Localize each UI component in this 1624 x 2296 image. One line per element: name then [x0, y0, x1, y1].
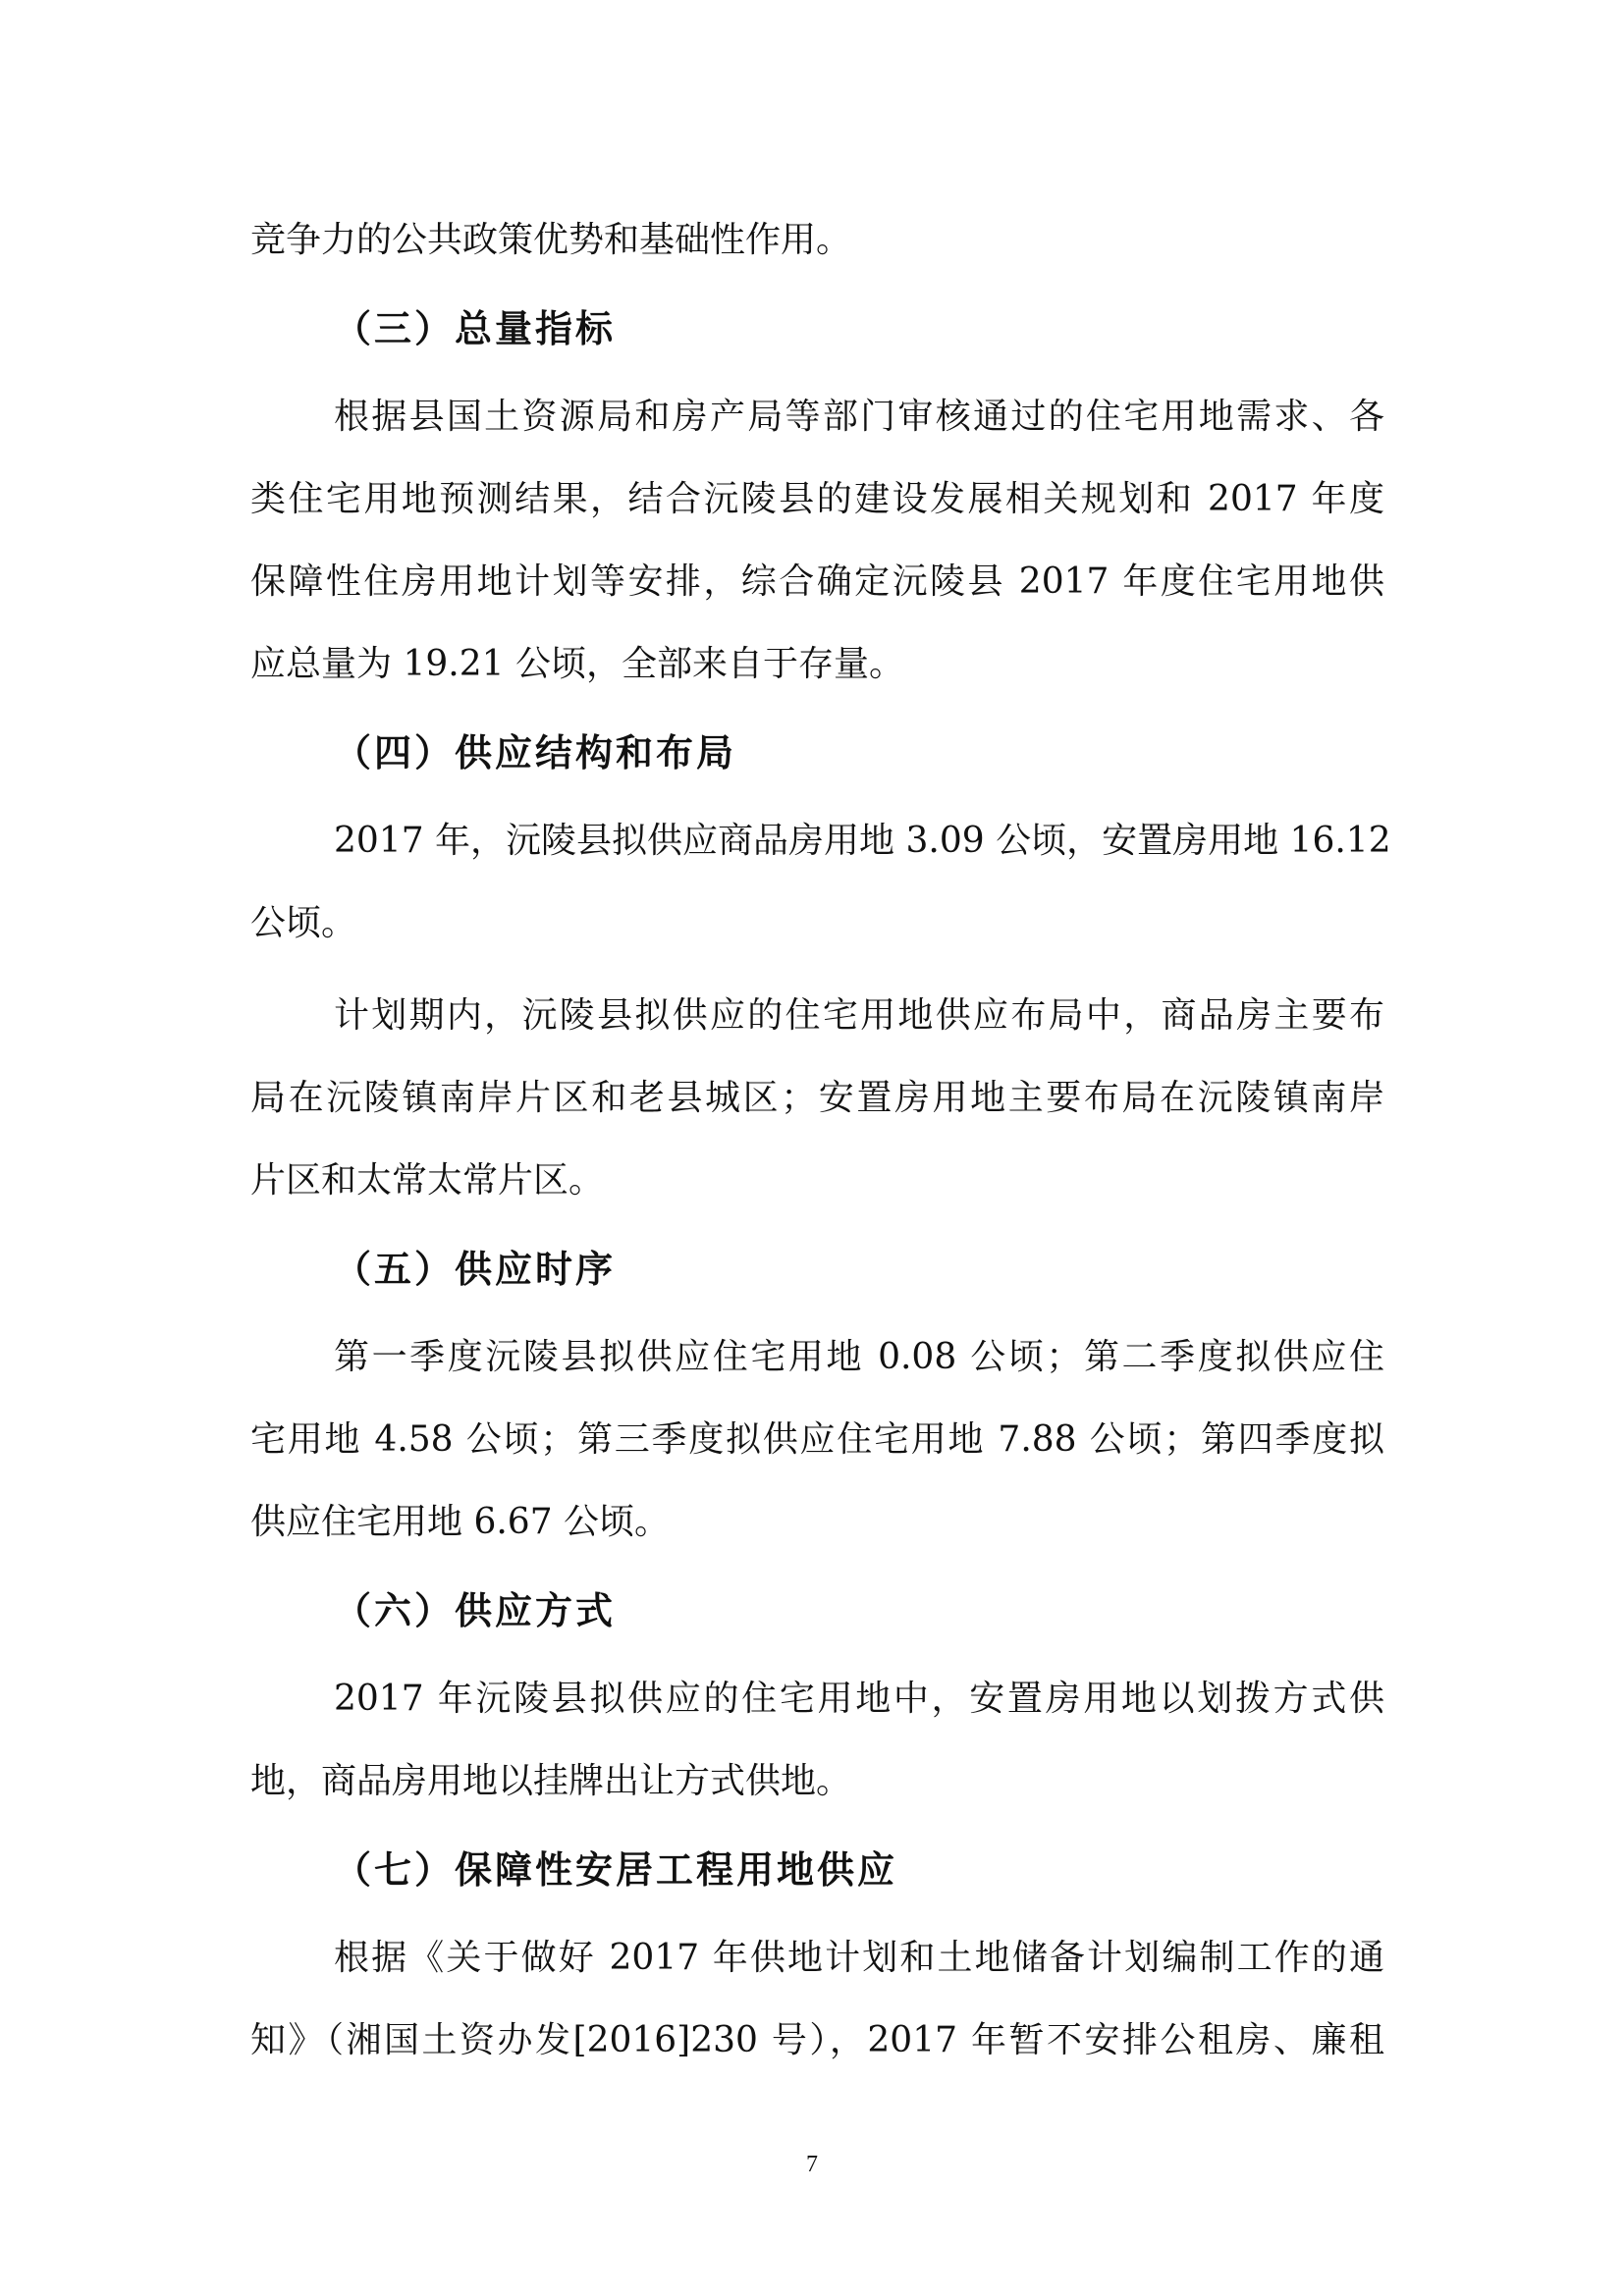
body-text-line: 2017 年沅陵县拟供应的住宅用地中，安置房用地以划拨方式供: [334, 1679, 1384, 1719]
section-heading-3: （三）总量指标: [334, 307, 617, 350]
body-text-line: 公顷。: [250, 903, 357, 943]
section-heading-6: （六）供应方式: [334, 1589, 617, 1632]
body-text-line: 2017 年，沅陵县拟供应商品房用地 3.09 公顷，安置房用地 16.12: [334, 821, 1391, 861]
body-text-line: 计划期内，沅陵县拟供应的住宅用地供应布局中，商品房主要布: [334, 995, 1384, 1036]
body-text-line: 知》（湘国土资办发[2016]230 号），2017 年暂不安排公租房、廉租: [250, 2020, 1384, 2060]
body-text-line: 根据县国土资源局和房产局等部门审核通过的住宅用地需求、各: [334, 397, 1384, 437]
body-text-line: 根据《关于做好 2017 年供地计划和土地储备计划编制工作的通: [334, 1938, 1384, 1978]
body-text-line: 宅用地 4.58 公顷；第三季度拟供应住宅用地 7.88 公顷；第四季度拟: [250, 1419, 1384, 1460]
body-text-line: 供应住宅用地 6.67 公顷。: [250, 1502, 671, 1542]
section-heading-4: （四）供应结构和布局: [334, 731, 737, 774]
body-text-line: 局在沅陵镇南岸片区和老县城区；安置房用地主要布局在沅陵镇南岸: [250, 1078, 1384, 1118]
body-text-line: 第一季度沅陵县拟供应住宅用地 0.08 公顷；第二季度拟供应住: [334, 1337, 1384, 1377]
section-heading-5: （五）供应时序: [334, 1248, 617, 1291]
body-text-line: 地，商品房用地以挂牌出让方式供地。: [250, 1761, 852, 1801]
section-heading-7: （七）保障性安居工程用地供应: [334, 1848, 898, 1892]
body-text-line: 片区和太常太常片区。: [250, 1160, 605, 1201]
body-text-line: 保障性住房用地计划等安排，综合确定沅陵县 2017 年度住宅用地供: [250, 561, 1384, 602]
body-text-line: 竞争力的公共政策优势和基础性作用。: [250, 220, 852, 260]
body-text-line: 应总量为 19.21 公顷，全部来自于存量。: [250, 644, 904, 684]
page-number: 7: [806, 2152, 818, 2177]
body-text-line: 类住宅用地预测结果，结合沅陵县的建设发展相关规划和 2017 年度: [250, 479, 1384, 519]
